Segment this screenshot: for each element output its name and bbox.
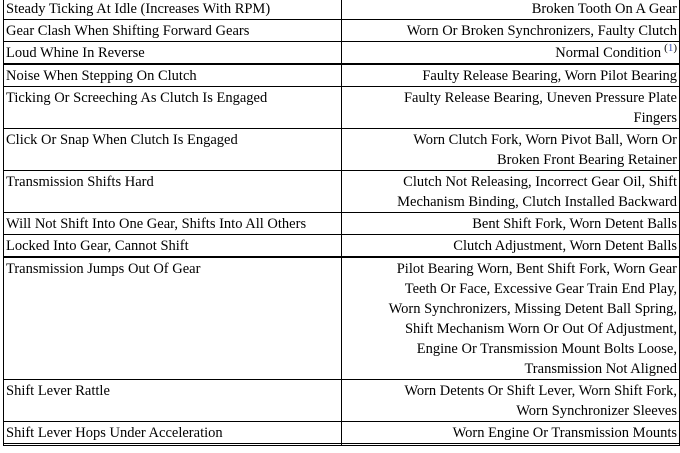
cause-cell bbox=[342, 129, 680, 171]
symptom-cell bbox=[4, 129, 342, 171]
cause-text: Worn Detents Or Shift Lever, Worn Shift Fork, bbox=[404, 383, 677, 399]
symptom-text: Will Not Shift Into One Gear, Shifts Into All Others bbox=[6, 216, 307, 232]
table-row bbox=[4, 64, 680, 87]
symptom-cell bbox=[4, 20, 342, 42]
table-row bbox=[4, 129, 680, 171]
symptom-text: Ticking Or Screeching As Clutch Is Engaged bbox=[6, 90, 268, 106]
cause-text: Worn Clutch Fork, Worn Pivot Ball, Worn Or bbox=[413, 132, 677, 148]
cause-line bbox=[344, 319, 677, 339]
cause-text: Mechanism Binding, Clutch Installed Backward bbox=[397, 194, 677, 210]
cause-cell bbox=[342, 20, 680, 42]
cause-line bbox=[344, 259, 677, 279]
cause-line bbox=[344, 423, 677, 443]
table-row bbox=[4, 235, 680, 258]
cause-text: Worn Engine Or Transmission Mounts bbox=[452, 425, 677, 441]
table-row bbox=[4, 257, 680, 380]
symptom-text: Transmission Shifts Hard bbox=[6, 174, 154, 190]
cause-text: Clutch Not Releasing, Incorrect Gear Oil, Shift bbox=[403, 174, 677, 190]
cause-text: Broken Front Bearing Retainer bbox=[497, 152, 677, 168]
cause-cell bbox=[342, 0, 680, 20]
cause-text: Teeth Or Face, Excessive Gear Train End Play, bbox=[404, 281, 677, 297]
cause-line bbox=[344, 88, 677, 108]
cause-line bbox=[344, 130, 677, 150]
cause-text: Fingers bbox=[633, 110, 677, 126]
cause-line bbox=[344, 172, 677, 192]
cause-cell bbox=[342, 257, 680, 380]
symptom-cell bbox=[4, 380, 342, 422]
symptom-cell bbox=[4, 171, 342, 213]
cause-line bbox=[344, 401, 677, 421]
table-row bbox=[4, 422, 680, 444]
symptom-text: Locked Into Gear, Cannot Shift bbox=[6, 238, 189, 254]
cause-text: Faulty Release Bearing, Uneven Pressure Plate bbox=[403, 90, 677, 106]
cause-text: Normal Condition bbox=[555, 45, 662, 61]
cause-line bbox=[344, 236, 677, 256]
cause-text: Worn Or Broken Synchronizers, Faulty Clutch bbox=[406, 23, 677, 39]
cause-line bbox=[344, 359, 677, 379]
symptom-cell bbox=[4, 257, 342, 380]
cause-line bbox=[344, 214, 677, 234]
symptom-text: Shift Lever Rattle bbox=[6, 383, 110, 399]
cause-cell bbox=[342, 64, 680, 87]
symptom-cell bbox=[4, 235, 342, 258]
symptom-cause-table bbox=[3, 0, 680, 446]
table-row bbox=[4, 213, 680, 235]
cause-line bbox=[344, 43, 677, 63]
cause-cell bbox=[342, 87, 680, 129]
symptom-text: Shift Lever Hops Under Acceleration bbox=[6, 425, 223, 441]
symptom-cell bbox=[4, 213, 342, 235]
cause-cell bbox=[342, 380, 680, 422]
symptom-text: Click Or Snap When Clutch Is Engaged bbox=[6, 132, 238, 148]
cause-text: Clutch Adjustment, Worn Detent Balls bbox=[453, 238, 677, 254]
cause-text: Pilot Bearing Worn, Bent Shift Fork, Worn Gear bbox=[396, 261, 677, 277]
symptom-text: Noise When Stepping On Clutch bbox=[6, 68, 197, 84]
cause-cell bbox=[342, 422, 680, 444]
symptom-cell bbox=[4, 64, 342, 87]
symptom-cell bbox=[4, 422, 342, 444]
symptom-cell bbox=[4, 87, 342, 129]
table-row bbox=[4, 380, 680, 422]
cause-line bbox=[344, 0, 677, 19]
table-row bbox=[4, 87, 680, 129]
table-row bbox=[4, 20, 680, 42]
cause-line bbox=[344, 279, 677, 299]
symptom-text: Gear Clash When Shifting Forward Gears bbox=[6, 23, 250, 39]
table-row bbox=[4, 0, 680, 20]
cause-text: Broken Tooth On A Gear bbox=[531, 1, 677, 17]
symptom-cell bbox=[4, 444, 342, 446]
cause-text: Engine Or Transmission Mount Bolts Loose, bbox=[416, 341, 677, 357]
cause-line bbox=[344, 66, 677, 86]
cause-cell bbox=[342, 444, 680, 446]
symptom-cell bbox=[4, 42, 342, 65]
symptom-text: Loud Whine In Reverse bbox=[6, 45, 145, 61]
cause-cell bbox=[342, 171, 680, 213]
table-row bbox=[4, 42, 680, 65]
cause-line bbox=[344, 21, 677, 41]
footnote-marker[interactable]: (1) bbox=[664, 42, 677, 54]
cause-text: Worn Synchronizer Sleeves bbox=[516, 403, 677, 419]
table-row bbox=[4, 171, 680, 213]
cause-line bbox=[344, 299, 677, 319]
cause-line bbox=[344, 381, 677, 401]
cause-cell bbox=[342, 235, 680, 258]
cause-text: Shift Mechanism Worn Or Out Of Adjustment, bbox=[404, 321, 677, 337]
cause-line bbox=[344, 150, 677, 170]
table-row bbox=[4, 444, 680, 446]
symptom-text: Steady Ticking At Idle (Increases With RPM) bbox=[6, 1, 271, 17]
cause-line bbox=[344, 339, 677, 359]
cause-text: Worn Synchronizers, Missing Detent Ball Spring, bbox=[388, 301, 677, 317]
cause-text: Bent Shift Fork, Worn Detent Balls bbox=[472, 216, 677, 232]
table-body bbox=[4, 0, 680, 446]
cause-line bbox=[344, 108, 677, 128]
cause-line bbox=[344, 192, 677, 212]
cause-text: Transmission Not Aligned bbox=[524, 361, 677, 377]
symptom-text: Transmission Jumps Out Of Gear bbox=[6, 261, 201, 277]
cause-text: Faulty Release Bearing, Worn Pilot Bearing bbox=[422, 68, 677, 84]
cause-cell bbox=[342, 213, 680, 235]
symptom-cell bbox=[4, 0, 342, 20]
cause-cell bbox=[342, 42, 680, 65]
